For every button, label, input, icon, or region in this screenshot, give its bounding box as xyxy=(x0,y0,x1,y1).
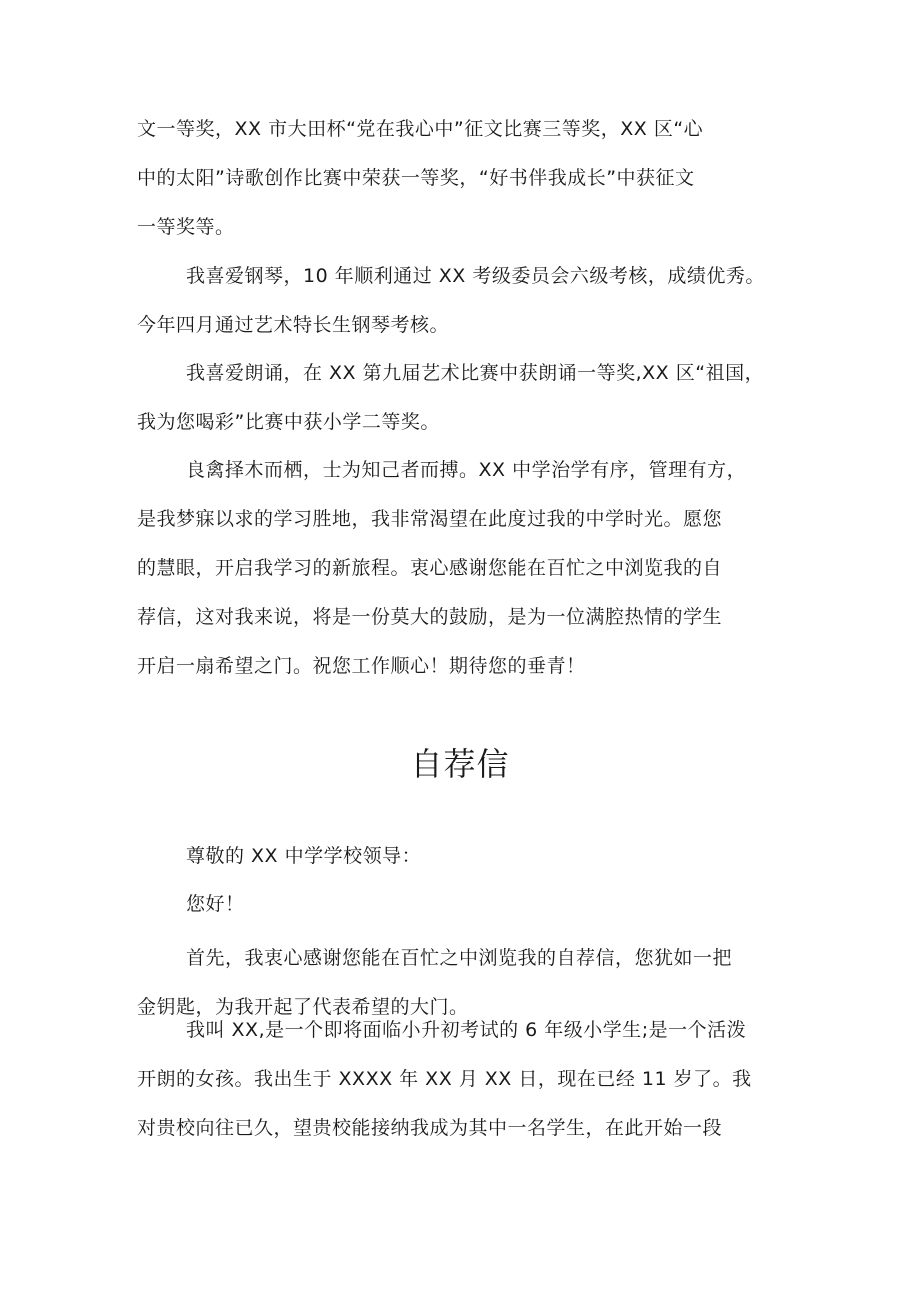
text-line: 的慧眼，开启我学习的新旅程。衷心感谢您能在百忙之中浏览我的自 xyxy=(137,557,723,579)
text-line: 对贵校向往已久，望贵校能接纳我成为其中一名学生，在此开始一段 xyxy=(137,1117,723,1139)
document-title: 自荐信 xyxy=(410,745,510,783)
text-line: 开朗的女孩。我出生于 XXXX 年 XX 月 XX 日，现在已经 11 岁了。我 xyxy=(137,1068,752,1090)
salutation xyxy=(137,832,797,881)
paragraph-piano xyxy=(137,252,797,350)
text-line: 我喜爱钢琴，10 年顺利通过 XX 考级委员会六级考核，成绩优秀。 xyxy=(186,265,765,287)
paragraph-recitation xyxy=(137,349,797,447)
text-line: 良禽择木而栖，士为知己者而搏。XX 中学治学有序，管理有方， xyxy=(186,459,747,481)
greeting-text: 您好！ xyxy=(186,893,245,915)
salutation-text: 尊敬的 XX 中学学校领导： xyxy=(186,845,422,867)
text-line: 荐信，这对我来说，将是一份莫大的鼓励，是为一位满腔热情的学生 xyxy=(137,606,723,628)
paragraph-closing xyxy=(137,446,797,691)
text-line: 是我梦寐以求的学习胜地，我非常渴望在此度过我的中学时光。愿您 xyxy=(137,508,723,530)
paragraph-self-introduction xyxy=(137,1006,797,1153)
text-line: 一等奖等。 xyxy=(137,216,235,238)
text-line: 我叫 XX,是一个即将面临小升初考试的 6 年级小学生;是一个活泼 xyxy=(186,1019,747,1041)
text-line: 开启一扇希望之门。祝您工作顺心！期待您的垂青！ xyxy=(137,655,586,677)
text-line: 我为您喝彩”比赛中获小学二等奖。 xyxy=(137,411,440,433)
text-line: 首先，我衷心感谢您能在百忙之中浏览我的自荐信，您犹如一把 xyxy=(186,947,733,969)
text-line: 中的太阳”诗歌创作比赛中荣获一等奖，“好书伴我成长”中获征文 xyxy=(137,167,695,189)
greeting xyxy=(137,880,797,929)
text-line: 文一等奖，XX 市大田杯“党在我心中”征文比赛三等奖，XX 区“心 xyxy=(137,118,704,140)
paragraph-awards xyxy=(137,105,797,252)
text-line: 今年四月通过艺术特长生钢琴考核。 xyxy=(137,314,450,336)
text-line: 我喜爱朗诵，在 XX 第九届艺术比赛中获朗诵一等奖,XX 区“祖国， xyxy=(186,362,765,384)
text-line: 金钥匙，为我开起了代表希望的大门。 xyxy=(137,996,469,1018)
